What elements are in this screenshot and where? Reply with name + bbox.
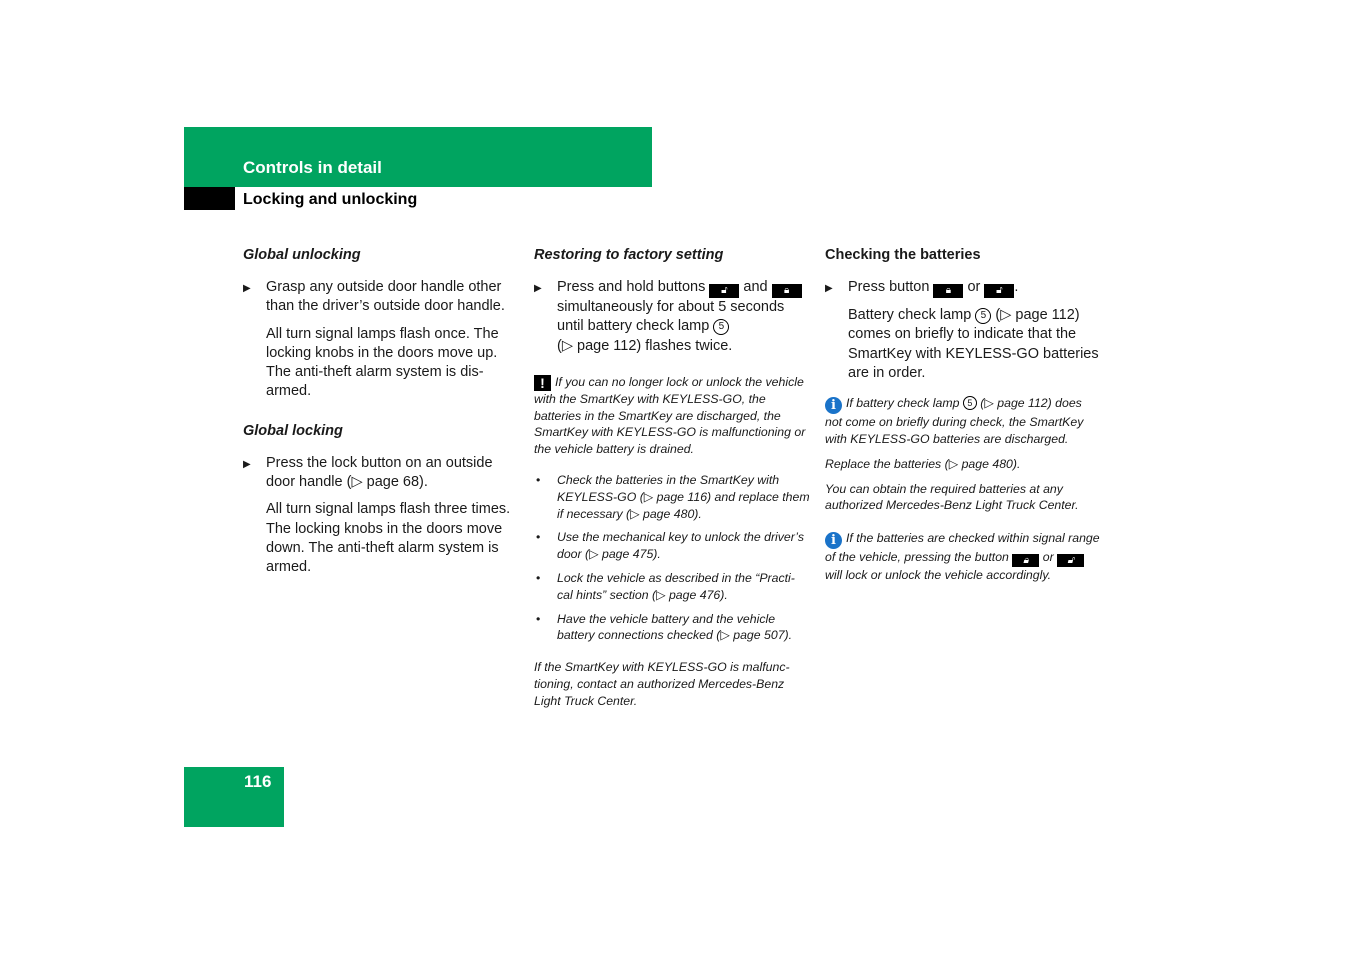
- bullet-dot: •: [536, 571, 541, 586]
- battery-lamp-number: 5: [975, 308, 991, 324]
- column-global-locking: [243, 246, 511, 596]
- list-item: • Lock the vehicle as described in the “Practi-cal hints” section (▷ page 476).: [536, 571, 795, 602]
- info-icon: i: [825, 532, 842, 549]
- warning-icon: !: [534, 375, 551, 391]
- heading-checking-batteries: Checking the batteries: [825, 247, 981, 263]
- arrow-right-icon: ▶: [243, 458, 251, 470]
- list-item: • Use the mechanical key to unlock the driver’s door (▷ page 475).: [536, 530, 804, 562]
- battery-lamp-number: 5: [713, 319, 729, 335]
- bullet-dot: •: [536, 530, 541, 545]
- arrow-right-icon: ▶: [243, 283, 251, 294]
- result-unlocking: All turn signal lamps flash once. The locking knobs in the doors move up. The anti-theft alarm system is dis-armed.: [266, 325, 499, 400]
- obtain-batteries-note: You can obtain the required batteries at any authorized Mercedes-Benz Light Truck Center.: [825, 481, 1079, 513]
- result-locking: All turn signal lamps flash three times. The locking knobs in the doors move down. The anti-theft alarm system is armed.: [266, 501, 511, 576]
- unlock-icon: 🔓︎: [709, 284, 739, 298]
- list-item: • Have the vehicle battery and the vehicle battery connections checked (▷ page 507).: [536, 611, 793, 643]
- header-tab-marker: [184, 187, 235, 210]
- unlock-icon: 🔓︎: [1057, 554, 1084, 567]
- malfunction-note: If the SmartKey with KEYLESS-GO is malfunc-tioning, contact an authorized Mercedes-Benz Light Truck Center.: [534, 660, 790, 708]
- heading-global-unlocking: Global unlocking: [243, 247, 361, 263]
- bullet-dot: •: [536, 473, 541, 488]
- heading-global-locking: Global locking: [243, 422, 343, 439]
- info-note-signal-range: i If the batteries are checked within signal range of the vehicle, pressing the button 🔒︎ or 🔓︎ will lock or unlock the vehicle accordingly.: [825, 531, 1100, 583]
- bullet-dot: •: [536, 611, 541, 626]
- lock-icon: 🔒︎: [1012, 554, 1039, 567]
- column-factory-setting: [534, 246, 810, 718]
- page-subtitle: Locking and unlocking: [243, 191, 418, 208]
- result-battery-check: Battery check lamp 5 (▷ page 112) comes on briefly to indicate that the SmartKey with KEYLESS-GO batteries are in order.: [848, 307, 1099, 381]
- step-press-lock-button: ▶ Press the lock button on an outside door handle (▷ page 68).: [243, 454, 493, 491]
- arrow-right-icon: ▶: [534, 283, 542, 294]
- list-item: • Check the batteries in the SmartKey with KEYLESS-GO (▷ page 116) and replace them if necessary (▷ page 480).: [536, 473, 810, 521]
- page-number: 116: [244, 772, 272, 791]
- step-press-button: ▶ Press button 🔒︎ or 🔓︎ .: [825, 278, 1101, 298]
- step-press-hold-buttons: ▶ Press and hold buttons 🔓︎ and 🔒︎ simultaneously for about 5 seconds until battery check lamp 5 (▷ page 112) flashes twice.: [534, 278, 810, 356]
- section-title: Controls in detail: [243, 158, 382, 177]
- unlock-icon: 🔓︎: [984, 284, 1014, 298]
- info-note-discharged: i If battery check lamp 5 (▷ page 112) does not come on briefly during check, the SmartKey with KEYLESS-GO batteries are discharged.: [825, 396, 1084, 446]
- battery-lamp-number: 5: [963, 396, 977, 410]
- page-number-box: [184, 767, 284, 827]
- heading-restoring-factory-setting: Restoring to factory setting: [534, 247, 724, 263]
- header-bar: [184, 127, 652, 187]
- replace-batteries-note: Replace the batteries (▷ page 480).: [825, 456, 1021, 471]
- info-icon: i: [825, 397, 842, 414]
- warning-note: ! If you can no longer lock or unlock the vehicle with the SmartKey with KEYLESS-GO, the batteries in the SmartKey are discharged, the SmartKey with KEYLESS-GO is malfunctioning or the vehicle battery is drained.: [534, 374, 806, 457]
- step-grasp-handle: ▶ Grasp any outside door handle other than the driver’s outside door handle.: [243, 279, 505, 315]
- column-checking-batteries: [825, 246, 1101, 592]
- arrow-right-icon: ▶: [825, 283, 833, 294]
- lock-icon: 🔒︎: [772, 284, 802, 298]
- lock-icon: 🔒︎: [933, 284, 963, 298]
